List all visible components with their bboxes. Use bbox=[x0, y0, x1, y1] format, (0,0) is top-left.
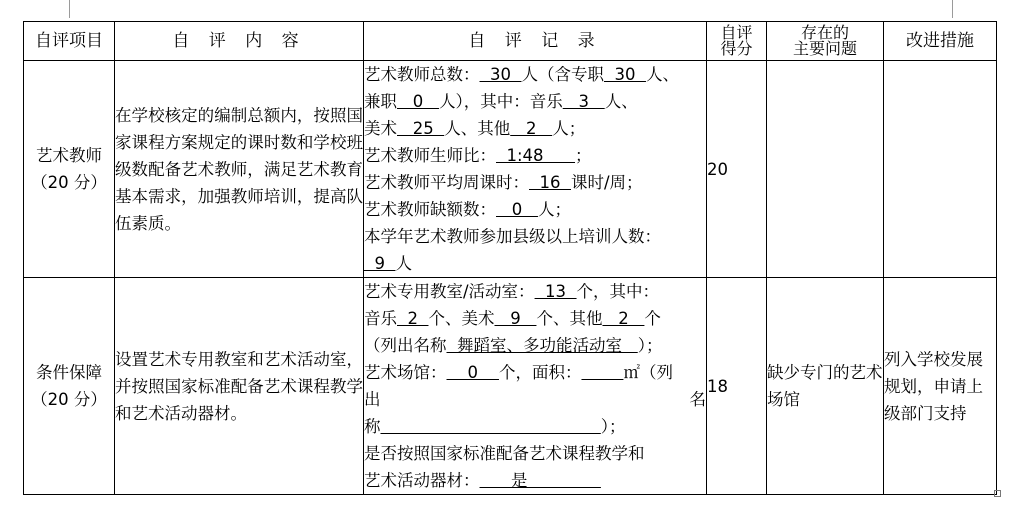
art-rooms-value: 9 bbox=[494, 309, 537, 328]
header-row bbox=[24, 22, 997, 61]
record-text: 个 bbox=[644, 309, 661, 328]
other-rooms-value: 2 bbox=[602, 309, 645, 328]
end-of-table-mark bbox=[994, 490, 1001, 497]
record-line bbox=[364, 88, 706, 115]
content-cell: 在学校核定的编制总额内，按照国家课程方案规定的课时数和学校班级数配备艺术教师，满足艺术教育基本需求，加强教师培训，提高队伍素质。 bbox=[115, 61, 364, 278]
header-problem-line1: 存在的 bbox=[800, 23, 849, 42]
header-measure: 改进措施 bbox=[884, 22, 997, 61]
item-cell bbox=[24, 61, 115, 278]
record-text: 美术 bbox=[364, 119, 397, 138]
record-text: 人； bbox=[552, 119, 586, 138]
header-score-line1: 自评 bbox=[720, 23, 753, 42]
score-cell: 18 bbox=[707, 278, 767, 495]
record-line bbox=[364, 332, 706, 359]
record-text: 名 bbox=[689, 390, 706, 409]
art-value: 25 bbox=[397, 119, 445, 138]
record-text: ）； bbox=[637, 336, 663, 355]
item-cell bbox=[24, 278, 115, 495]
record-text: 艺术场馆： bbox=[364, 363, 447, 382]
record-cell bbox=[364, 61, 707, 278]
measure-cell bbox=[884, 61, 997, 278]
item-points: （20 分） bbox=[31, 173, 107, 192]
record-cell bbox=[364, 278, 707, 495]
record-line bbox=[364, 250, 706, 277]
fulltime-value: 30 bbox=[603, 65, 646, 84]
record-text: 个，面积： bbox=[498, 363, 582, 382]
record-text: 个、美术 bbox=[428, 309, 495, 328]
record-text: 人、其他 bbox=[444, 119, 511, 138]
header-content: 自 评 内 容 bbox=[115, 22, 364, 61]
record-text: 人 bbox=[395, 254, 412, 273]
venue-names-value bbox=[381, 417, 601, 436]
record-text: 兼职 bbox=[364, 92, 397, 111]
record-line bbox=[364, 305, 706, 332]
record-text: 出 bbox=[364, 390, 381, 409]
record-text: 人），其中：音乐 bbox=[438, 92, 563, 111]
record-line bbox=[364, 115, 706, 142]
table-row-art-teachers bbox=[24, 61, 997, 278]
header-score bbox=[707, 22, 767, 61]
record-text: 人； bbox=[537, 200, 571, 219]
corner-mark-right bbox=[952, 0, 953, 18]
header-problem-line2: 主要问题 bbox=[792, 39, 857, 58]
corner-mark-left bbox=[69, 0, 70, 18]
record-text: 音乐 bbox=[364, 309, 397, 328]
record-text: ； bbox=[575, 146, 592, 165]
record-line bbox=[364, 169, 706, 196]
problem-cell bbox=[767, 61, 884, 278]
record-text: 课时/周； bbox=[570, 173, 643, 192]
header-score-line2: 得分 bbox=[720, 39, 753, 58]
score-cell: 20 bbox=[707, 61, 767, 278]
record-line bbox=[364, 413, 706, 440]
record-line bbox=[364, 386, 706, 413]
record-line: 是否按照国家标准配备艺术课程教学和 bbox=[364, 444, 645, 463]
record-text: 个、其他 bbox=[536, 309, 603, 328]
area-value bbox=[581, 363, 623, 382]
record-text: 人、 bbox=[645, 65, 679, 84]
trained-value: 9 bbox=[364, 254, 396, 273]
record-line bbox=[364, 359, 706, 386]
shortage-value: 0 bbox=[496, 200, 538, 219]
record-text: 人（含专职 bbox=[521, 65, 604, 84]
record-text: ㎡（列 bbox=[623, 363, 673, 382]
item-name: 艺术教师 bbox=[36, 146, 102, 165]
table-row-conditions bbox=[24, 278, 997, 495]
record-text: 艺术教师平均周课时： bbox=[364, 173, 529, 192]
record-line bbox=[364, 196, 706, 223]
room-names-value: 舞蹈室、多功能活动室 bbox=[446, 336, 638, 355]
record-text: 艺术教师总数： bbox=[364, 65, 480, 84]
problem-cell: 缺少专门的艺术场馆 bbox=[767, 278, 884, 495]
other-value: 2 bbox=[510, 119, 553, 138]
record-text: 艺术教师生师比： bbox=[364, 146, 496, 165]
self-evaluation-table bbox=[23, 21, 997, 495]
ratio-value: 1:48 bbox=[496, 146, 576, 165]
header-record: 自 评 记 录 bbox=[364, 22, 707, 61]
header-item: 自评项目 bbox=[24, 22, 115, 61]
content-cell: 设置艺术专用教室和艺术活动室，并按照国家标准配备艺术课程教学和艺术活动器材。 bbox=[115, 278, 364, 495]
record-line bbox=[364, 278, 706, 305]
measure-cell: 列入学校发展规划，申请上级部门支持 bbox=[884, 278, 997, 495]
record-line: 本学年艺术教师参加县级以上培训人数： bbox=[364, 227, 661, 246]
item-points: （20 分） bbox=[31, 390, 107, 409]
header-problem bbox=[767, 22, 884, 61]
record-text: 个，其中： bbox=[576, 282, 660, 301]
item-name: 条件保障 bbox=[36, 363, 102, 382]
record-text: 艺术专用教室/活动室： bbox=[364, 282, 535, 301]
record-line bbox=[364, 467, 706, 494]
music-rooms-value: 2 bbox=[397, 309, 429, 328]
total-teachers-value: 30 bbox=[479, 65, 522, 84]
record-text: 艺术活动器材： bbox=[364, 471, 480, 490]
weekly-hours-value: 16 bbox=[529, 173, 571, 192]
record-text: ）； bbox=[600, 417, 626, 436]
record-text: 艺术教师缺额数： bbox=[364, 200, 496, 219]
venues-value: 0 bbox=[446, 363, 499, 382]
record-text: 称 bbox=[364, 417, 381, 436]
parttime-value: 0 bbox=[397, 92, 439, 111]
record-line bbox=[364, 61, 706, 88]
rooms-value: 13 bbox=[534, 282, 577, 301]
music-value: 3 bbox=[562, 92, 605, 111]
equipped-value: 是 bbox=[479, 471, 601, 490]
record-text: 人、 bbox=[604, 92, 638, 111]
record-text: （列出名称 bbox=[364, 336, 447, 355]
record-line bbox=[364, 142, 706, 169]
